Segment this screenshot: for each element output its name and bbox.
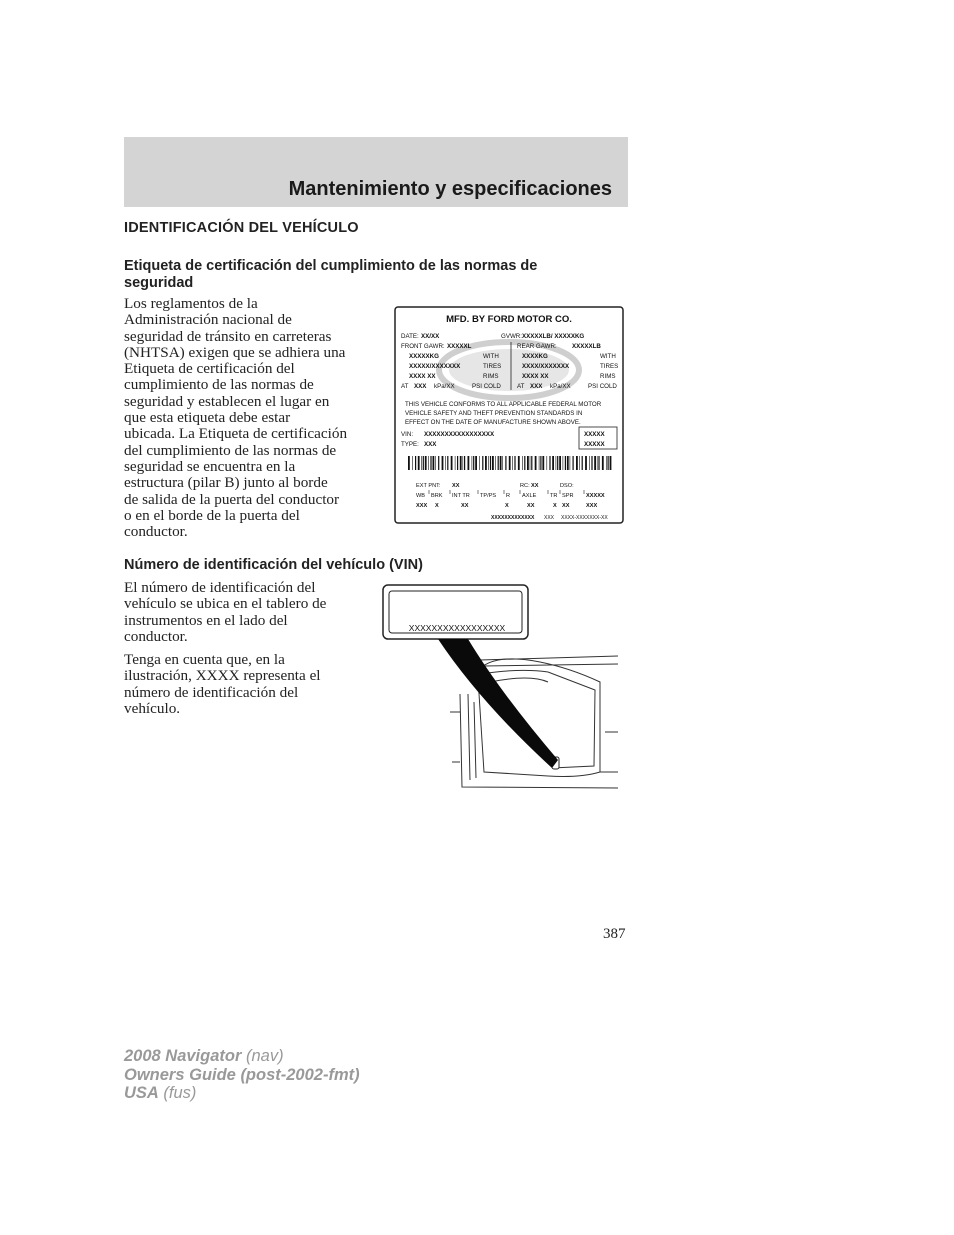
cert-heading: Etiqueta de certificación del cumplimiento de las normas de seguridad xyxy=(124,258,538,291)
svg-text:RIMS: RIMS xyxy=(483,373,499,380)
svg-text:FRONT GAWR:: FRONT GAWR: xyxy=(401,343,445,350)
svg-text:DSO:: DSO: xyxy=(560,483,574,489)
svg-text:VEHICLE SAFETY AND THEFT PREVE: VEHICLE SAFETY AND THEFT PREVENTION STANDARDS IN xyxy=(405,410,583,417)
svg-text:XXX: XXX xyxy=(544,515,555,521)
svg-text:X: X xyxy=(553,503,557,509)
svg-text:XXXXX: XXXXX xyxy=(584,431,605,438)
vin-location-illustration xyxy=(380,582,626,804)
svg-text:XXXXXL: XXXXXL xyxy=(447,343,472,350)
svg-text:TR: TR xyxy=(550,493,558,499)
label-title: MFD. BY FORD MOTOR CO. xyxy=(446,314,572,325)
svg-text:AT: AT xyxy=(517,383,525,390)
svg-text:TYPE:: TYPE: xyxy=(401,441,419,448)
svg-text:XXX: XXX xyxy=(424,441,437,448)
header-band xyxy=(124,137,628,207)
svg-text:RC:: RC: xyxy=(520,483,530,489)
svg-text:WB: WB xyxy=(416,493,426,499)
vin-plate-text: XXXXXXXXXXXXXXXXX xyxy=(408,623,506,633)
svg-text:BRK: BRK xyxy=(431,493,443,499)
svg-text:SPR: SPR xyxy=(562,493,574,499)
svg-text:DATE:: DATE: xyxy=(401,333,419,340)
svg-text:XXXXX: XXXXX xyxy=(584,441,605,448)
vin-paragraph-1: El número de identificación del vehículo se ubica en el tablero de instrumentos en el lado del conductor. xyxy=(124,579,327,645)
svg-text:XXXXX: XXXXX xyxy=(586,493,605,499)
svg-text:XXX: XXX xyxy=(416,503,428,509)
svg-text:INT TR: INT TR xyxy=(452,493,470,499)
svg-text:XXXXKG: XXXXKG xyxy=(522,353,548,360)
svg-text:AXLE: AXLE xyxy=(522,493,537,499)
svg-text:XX: XX xyxy=(527,503,535,509)
section-title: IDENTIFICACIÓN DEL VEHÍCULO xyxy=(124,220,359,236)
svg-text:PSI COLD: PSI COLD xyxy=(588,383,617,390)
svg-text:VIN:: VIN: xyxy=(401,431,414,438)
cert-paragraph: Los reglamentos de la Administración nacional de seguridad de tránsito en carreteras (NHTSA) exigen que se adhiera una Etiqueta de certificación del cumplimiento de las normas de seguridad y establecen el lugar en que esta etiqueta debe estar ubicada. La Etiqueta de certificación del cumplimiento de las normas de seguridad se encuentra en la estructura (pilar B) junto al borde de salida de la puerta del conductor o en el borde de la puerta del conductor. xyxy=(124,295,348,541)
svg-text:XXXXXXXXXXXXXXXXX: XXXXXXXXXXXXXXXXX xyxy=(424,431,495,438)
svg-text:XX: XX xyxy=(562,503,570,509)
svg-text:XX: XX xyxy=(531,483,539,489)
vin-heading: Número de identificación del vehículo (VIN) xyxy=(124,557,423,573)
svg-text:WITH: WITH xyxy=(600,353,616,360)
svg-text:XXXXXLB: XXXXXLB xyxy=(572,343,601,350)
svg-text:TIRES: TIRES xyxy=(600,363,619,370)
certification-label-illustration xyxy=(394,306,624,524)
svg-text:PSI COLD: PSI COLD xyxy=(472,383,501,390)
footer: 2008 Navigator (nav) Owners Guide (post-2002-fmt) USA (fus) xyxy=(124,1047,360,1102)
svg-text:TIRES: TIRES xyxy=(483,363,502,370)
svg-text:XX: XX xyxy=(461,503,469,509)
svg-text:XXXX XX: XXXX XX xyxy=(409,373,436,380)
svg-text:X: X xyxy=(435,503,439,509)
svg-text:XXXXXLB/ XXXXXKG: XXXXXLB/ XXXXXKG xyxy=(522,333,585,340)
svg-text:XXXX/XXXXXXX: XXXX/XXXXXXX xyxy=(522,363,570,370)
svg-text:THIS VEHICLE CONFORMS TO ALL A: THIS VEHICLE CONFORMS TO ALL APPLICABLE FEDERAL MOTOR xyxy=(405,401,602,408)
svg-text:XXXX XX: XXXX XX xyxy=(522,373,549,380)
svg-text:REAR GAWR:: REAR GAWR: xyxy=(517,343,557,350)
page-title: Mantenimiento y especificaciones xyxy=(288,178,612,200)
svg-text:XXX: XXX xyxy=(586,503,598,509)
svg-text:XXX: XXX xyxy=(414,383,427,390)
svg-text:XXXXXKG: XXXXXKG xyxy=(409,353,439,360)
svg-text:EXT PNT:: EXT PNT: xyxy=(416,483,441,489)
svg-text:AT: AT xyxy=(401,383,409,390)
svg-text:XXXXXXXXXXXXX: XXXXXXXXXXXXX xyxy=(491,515,535,521)
vin-paragraph-2: Tenga en cuenta que, en la ilustración, XXXX representa el número de identificación del vehículo. xyxy=(124,651,321,717)
svg-text:R: R xyxy=(506,493,511,499)
svg-text:GVWR:: GVWR: xyxy=(501,333,522,340)
svg-text:XXXXX/XXXXXXX: XXXXX/XXXXXXX xyxy=(409,363,461,370)
svg-text:TP/PS: TP/PS xyxy=(480,493,497,499)
page-number: 387 xyxy=(603,926,626,942)
svg-text:XX/XX: XX/XX xyxy=(421,333,440,340)
svg-text:RIMS: RIMS xyxy=(600,373,616,380)
svg-text:WITH: WITH xyxy=(483,353,499,360)
svg-text:XXXX-XXXXXXX-XX: XXXX-XXXXXXX-XX xyxy=(561,515,608,521)
svg-text:XXX: XXX xyxy=(530,383,543,390)
svg-text:XX: XX xyxy=(452,483,460,489)
svg-text:X: X xyxy=(505,503,509,509)
svg-text:kPa/XX: kPa/XX xyxy=(550,383,571,390)
svg-text:kPa/XX: kPa/XX xyxy=(434,383,455,390)
svg-text:EFFECT ON THE DATE OF MANUFACT: EFFECT ON THE DATE OF MANUFACTURE SHOWN ABOVE. xyxy=(405,419,581,426)
